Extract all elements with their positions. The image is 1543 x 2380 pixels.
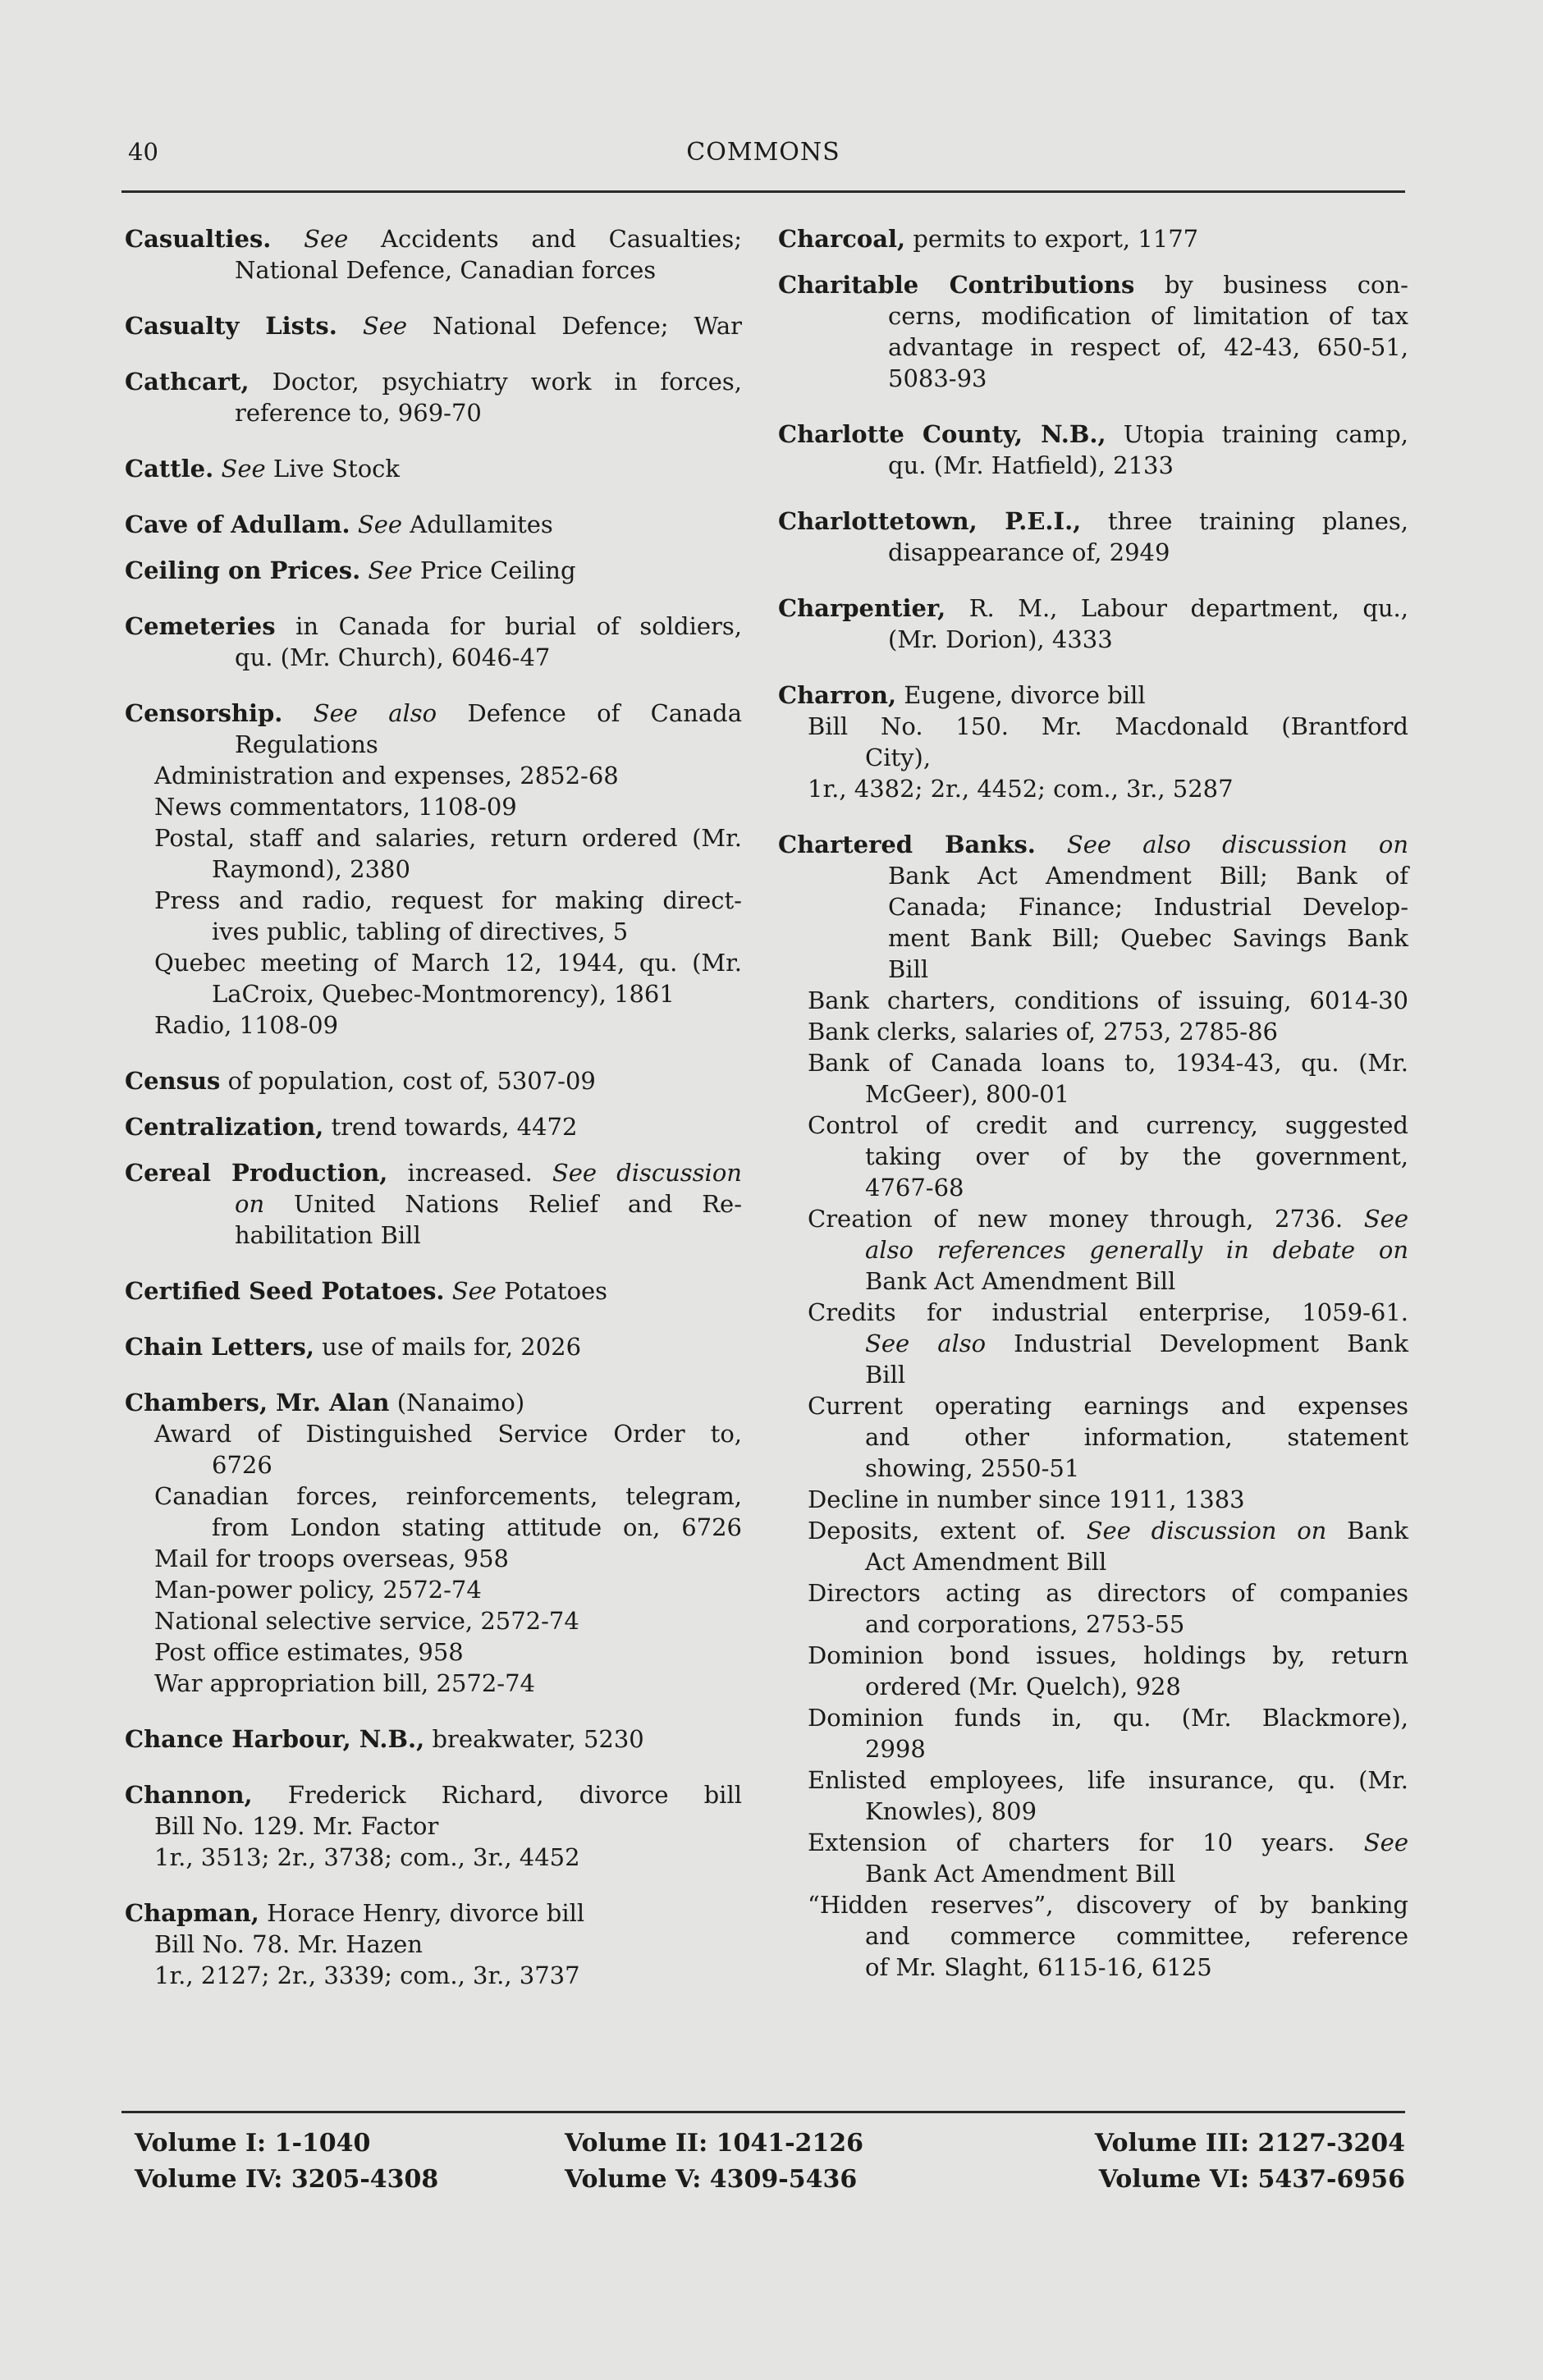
index-entry: [125, 509, 742, 540]
entry-line: [125, 397, 742, 428]
headword: Charitable Contributions: [778, 271, 1135, 299]
italic-reference: See: [1363, 1205, 1408, 1233]
volume-range: Volume V: 4309-5436: [565, 2165, 858, 2194]
entry-line: [778, 1484, 1408, 1515]
footer-rule: [121, 2111, 1405, 2113]
entry-line: [778, 1577, 1408, 1609]
entry-line: [778, 450, 1408, 481]
index-entry: [125, 611, 742, 673]
entry-line: [778, 300, 1408, 332]
entry-line: [778, 1266, 1408, 1297]
entry-line: [778, 1546, 1408, 1577]
entry-line: [125, 1574, 742, 1605]
entry-text: Bill No. 150. Mr. Macdonald (Brantford: [808, 712, 1408, 740]
running-head: COMMONS: [686, 138, 840, 167]
entry-text: Extension of charters for 10 years.: [808, 1828, 1364, 1856]
entry-heading-line: [125, 555, 742, 586]
entry-text: 6726: [212, 1451, 272, 1479]
entry-line: [125, 822, 742, 854]
index-entry: [125, 1387, 742, 1699]
entry-line: [125, 1810, 742, 1842]
headword: Cemeteries: [125, 612, 276, 640]
entry-line: [778, 1796, 1408, 1827]
entry-line: [125, 1481, 742, 1512]
entry-heading-line: [125, 1723, 742, 1755]
entry-line: [778, 1078, 1408, 1110]
entry-text: [445, 1277, 452, 1305]
entry-text: cerns, modification of limitation of tax: [888, 302, 1408, 330]
entry-text: taking over of by the government,: [865, 1142, 1408, 1170]
entry-heading-line: [125, 310, 742, 341]
entry-heading-line: [125, 1331, 742, 1362]
footer-col-3: [1095, 2126, 1405, 2198]
entry-line: [125, 729, 742, 760]
entry-text: “Hidden reserves”, discovery of by banking: [808, 1891, 1408, 1919]
entry-text: Bill: [865, 1361, 906, 1389]
entry-heading-line: [125, 1387, 742, 1418]
entry-text: Bank charters, conditions of issuing, 6014-30: [808, 986, 1408, 1014]
entry-text: City),: [865, 744, 932, 771]
entry-text: ives public, tabling of directives, 5: [212, 918, 629, 945]
header-rule: [121, 190, 1405, 193]
footer-col-1: [135, 2126, 438, 2198]
entry-line: [778, 1952, 1408, 1983]
index-entry: [778, 269, 1408, 394]
entry-line: [778, 1203, 1408, 1234]
entry-line: [125, 791, 742, 822]
headword: Certified Seed Potatoes.: [125, 1277, 445, 1305]
headword: Chance Harbour, N.B.,: [125, 1725, 425, 1753]
entry-line: [125, 1636, 742, 1668]
index-entry: [125, 555, 742, 586]
entry-line: [778, 1764, 1408, 1796]
entry-heading-line: [125, 1275, 742, 1307]
entry-text: Press and radio, request for making direct-: [154, 886, 742, 914]
entry-line: [125, 1449, 742, 1481]
entry-text: Bank clerks, salaries of, 2753, 2785-86: [808, 1018, 1278, 1046]
entry-line: [125, 1929, 742, 1960]
entry-line: [125, 978, 742, 1009]
entry-text: Price Ceiling: [412, 556, 576, 584]
entry-line: [125, 1512, 742, 1543]
entry-heading-line: [778, 593, 1408, 624]
entry-text: Accidents and Casualties;: [348, 225, 742, 253]
entry-line: [778, 1297, 1408, 1328]
entry-line: [778, 1453, 1408, 1484]
entry-text: 4767-68: [865, 1174, 964, 1201]
entry-heading-line: [778, 223, 1408, 254]
entry-line: [778, 985, 1408, 1016]
entry-text: 1r., 4382; 2r., 4452; com., 3r., 5287: [808, 775, 1234, 803]
index-entry: [125, 1157, 742, 1251]
entry-line: [778, 1920, 1408, 1952]
entry-line: [778, 1141, 1408, 1172]
page-header: [121, 138, 1405, 179]
entry-line: [778, 1047, 1408, 1078]
entry-heading-line: [125, 223, 742, 254]
entry-text: Bank Act Amendment Bill: [865, 1267, 1176, 1295]
entry-text: Control of credit and currency, suggested: [808, 1111, 1408, 1139]
index-entry: [778, 506, 1408, 568]
entry-text: [271, 225, 304, 253]
entry-line: [125, 642, 742, 673]
entry-line: [125, 1220, 742, 1251]
entry-text: Award of Distinguished Service Order to,: [154, 1420, 742, 1448]
entry-text: 1r., 2127; 2r., 3339; com., 3r., 3737: [154, 1961, 580, 1989]
entry-line: [125, 1418, 742, 1449]
entry-text: Doctor, psychiatry work in forces,: [249, 368, 742, 396]
index-entry: [778, 829, 1408, 1983]
left-column: [125, 223, 742, 2016]
headword: Chain Letters,: [125, 1333, 314, 1361]
entry-text: [282, 699, 313, 727]
entry-text: in Canada for burial of soldiers,: [275, 612, 742, 640]
headword: Casualty Lists.: [125, 312, 337, 340]
entry-text: Quebec meeting of March 12, 1944, qu. (Mr.: [154, 949, 742, 977]
entry-line: [778, 711, 1408, 742]
italic-reference: See: [357, 510, 403, 538]
entry-heading-line: [125, 1065, 742, 1096]
entry-line: [125, 1842, 742, 1873]
entry-text: Directors acting as directors of companies: [808, 1579, 1408, 1607]
headword: Censorship.: [125, 699, 283, 727]
index-entry: [125, 1723, 742, 1755]
entry-line: [778, 363, 1408, 394]
headword: Chambers, Mr. Alan: [125, 1389, 390, 1417]
index-entry: [125, 1065, 742, 1096]
entry-text: United Nations Relief and Re-: [264, 1190, 742, 1218]
entry-text: ment Bank Bill; Quebec Savings Bank: [888, 924, 1408, 952]
entry-text: Canada; Finance; Industrial Develop-: [888, 893, 1408, 921]
headword: Cereal Production,: [125, 1159, 388, 1187]
entry-text: Administration and expenses, 2852-68: [154, 762, 619, 790]
entry-line: [778, 860, 1408, 891]
entry-text: Defence of Canada: [437, 699, 742, 727]
entry-text: Mail for troops overseas, 958: [154, 1545, 509, 1572]
entry-text: Current operating earnings and expenses: [808, 1392, 1408, 1420]
entry-text: Bill No. 78. Mr. Hazen: [154, 1930, 423, 1958]
entry-text: three training planes,: [1081, 507, 1408, 535]
entry-line: [778, 1515, 1408, 1546]
entry-text: Live Stock: [265, 455, 400, 483]
headword: Channon,: [125, 1781, 253, 1809]
footer-col-2: [565, 2126, 863, 2198]
entry-heading-line: [125, 698, 742, 729]
entry-line: [125, 947, 742, 978]
italic-reference: See: [368, 556, 413, 584]
index-entry: [125, 310, 742, 341]
entry-line: [778, 1889, 1408, 1920]
page-number: 40: [128, 138, 158, 166]
entry-text: qu. (Mr. Hatfield), 2133: [888, 451, 1174, 479]
entry-line: [125, 1009, 742, 1041]
entry-text: Dominion bond issues, holdings by, return: [808, 1641, 1408, 1669]
index-entry: [125, 453, 742, 484]
entry-line: [778, 1827, 1408, 1858]
entry-text: (Nanaimo): [389, 1389, 525, 1417]
entry-line: [778, 1359, 1408, 1390]
entry-text: and commerce committee, reference: [865, 1922, 1408, 1950]
entry-heading-line: [125, 1111, 742, 1142]
entry-text: permits to export, 1177: [905, 225, 1199, 253]
entry-text: from London stating attitude on, 6726: [212, 1513, 742, 1541]
entry-text: qu. (Mr. Church), 6046-47: [235, 643, 551, 671]
entry-line: [125, 1668, 742, 1699]
entry-heading-line: [778, 506, 1408, 537]
headword: Ceiling on Prices.: [125, 556, 361, 584]
italic-reference: See discussion: [552, 1159, 742, 1187]
entry-text: [1036, 831, 1067, 858]
entry-line: [778, 624, 1408, 655]
entry-text: reference to, 969-70: [235, 399, 482, 427]
entry-text: increased.: [387, 1159, 552, 1187]
entry-text: habilitation Bill: [235, 1221, 421, 1249]
entry-text: showing, 2550-51: [865, 1454, 1080, 1482]
entry-line: [778, 891, 1408, 922]
entry-text: by business con-: [1134, 271, 1408, 299]
index-entry: [125, 223, 742, 286]
headword: Cave of Adullam.: [125, 510, 350, 538]
entry-text: trend towards, 4472: [323, 1113, 578, 1141]
entry-line: [778, 1733, 1408, 1764]
entry-text: Bank Act Amendment Bill; Bank of: [888, 862, 1408, 890]
entry-text: of Mr. Slaght, 6115-16, 6125: [865, 1953, 1212, 1981]
entry-text: Adullamites: [402, 510, 553, 538]
entry-heading-line: [125, 366, 742, 397]
index-entry: [778, 223, 1408, 254]
entry-line: [125, 1605, 742, 1636]
entry-heading-line: [125, 611, 742, 642]
entry-line: [778, 1702, 1408, 1733]
index-entry: [125, 1111, 742, 1142]
index-entry: [125, 1897, 742, 1991]
entry-line: [778, 1609, 1408, 1640]
italic-reference: See: [362, 312, 408, 340]
entry-text: Raymond), 2380: [212, 855, 410, 883]
entry-text: Bank Act Amendment Bill: [865, 1860, 1176, 1888]
entry-text: use of mails for, 2026: [314, 1333, 582, 1361]
italic-reference: on: [235, 1190, 265, 1218]
entry-text: of population, cost of, 5307-09: [220, 1067, 596, 1095]
entry-text: Knowles), 809: [865, 1797, 1037, 1825]
entry-heading-line: [125, 509, 742, 540]
entry-line: [778, 1110, 1408, 1141]
entry-text: Horace Henry, divorce bill: [259, 1899, 585, 1927]
volume-range: Volume III: 2127-3204: [1094, 2129, 1405, 2158]
entry-heading-line: [778, 419, 1408, 450]
index-entry: [125, 366, 742, 428]
entry-heading-line: [125, 1897, 742, 1929]
volume-range: Volume VI: 5437-6956: [1098, 2165, 1405, 2194]
headword: Charlottetown, P.E.I.,: [778, 507, 1082, 535]
entry-line: [778, 1328, 1408, 1359]
italic-reference: See: [304, 225, 349, 253]
entry-text: Frederick Richard, divorce bill: [252, 1781, 742, 1809]
entry-heading-line: [125, 453, 742, 484]
volume-range: Volume IV: 3205-4308: [135, 2165, 439, 2194]
volume-range: Volume I: 1-1040: [135, 2129, 371, 2158]
entry-heading-line: [125, 1779, 742, 1810]
entry-line: [778, 954, 1408, 985]
italic-reference: See also: [865, 1330, 987, 1357]
headword: Cattle.: [125, 455, 214, 483]
entry-text: Bank of Canada loans to, 1934-43, qu. (Mr.: [808, 1049, 1408, 1077]
entry-text: McGeer), 800-01: [865, 1080, 1070, 1108]
entry-text: R. M., Labour department, qu.,: [945, 594, 1408, 622]
headword: Charpentier,: [778, 594, 946, 622]
entry-text: Dominion funds in, qu. (Mr. Blackmore),: [808, 1704, 1408, 1732]
index-entry: [778, 680, 1408, 804]
entry-text: Regulations: [235, 730, 378, 758]
entry-line: [778, 537, 1408, 568]
entry-text: Creation of new money through, 2736.: [808, 1205, 1364, 1233]
entry-text: Utopia training camp,: [1106, 420, 1408, 448]
headword: Charlotte County, N.B.,: [778, 420, 1106, 448]
entry-text: National Defence; War: [407, 312, 742, 340]
index-entry: [125, 698, 742, 1041]
entry-text: [350, 510, 358, 538]
entry-line: [125, 854, 742, 885]
entry-line: [125, 1188, 742, 1220]
headword: Chapman,: [125, 1899, 259, 1927]
index-entry: [125, 1275, 742, 1307]
entry-text: and corporations, 2753-55: [865, 1610, 1185, 1638]
right-column: [778, 223, 1408, 2007]
entry-text: Act Amendment Bill: [865, 1548, 1107, 1576]
entry-text: (Mr. Dorion), 4333: [888, 625, 1113, 653]
headword: Chartered Banks.: [778, 831, 1036, 858]
entry-line: [125, 254, 742, 286]
italic-reference: See: [451, 1277, 497, 1305]
entry-text: advantage in respect of, 42-43, 650-51,: [888, 333, 1408, 361]
entry-line: [778, 1390, 1408, 1421]
index-entry: [125, 1779, 742, 1873]
entry-text: Canadian forces, reinforcements, telegram,: [154, 1482, 742, 1510]
entry-text: War appropriation bill, 2572-74: [154, 1669, 535, 1697]
entry-text: [337, 312, 363, 340]
entry-heading-line: [778, 680, 1408, 711]
entry-text: Bill: [888, 955, 929, 983]
entry-line: [778, 1671, 1408, 1702]
italic-reference: See: [1363, 1828, 1408, 1856]
entry-heading-line: [125, 1157, 742, 1188]
entry-line: [125, 1960, 742, 1991]
entry-line: [125, 885, 742, 916]
headword: Census: [125, 1067, 221, 1095]
headword: Charron,: [778, 681, 897, 709]
entry-line: [778, 742, 1408, 773]
italic-reference: See: [221, 455, 266, 483]
entry-line: [778, 1016, 1408, 1047]
italic-reference: also references generally in debate on: [865, 1236, 1408, 1264]
entry-text: 2998: [865, 1735, 926, 1763]
headword: Centralization,: [125, 1113, 324, 1141]
entry-text: Eugene, divorce bill: [896, 681, 1146, 709]
entry-line: [778, 1421, 1408, 1453]
entry-line: [778, 1858, 1408, 1889]
entry-text: Deposits, extent of.: [808, 1517, 1087, 1545]
italic-reference: See discussion on: [1086, 1517, 1327, 1545]
italic-reference: See also discussion on: [1066, 831, 1408, 858]
volume-range: Volume II: 1041-2126: [565, 2129, 864, 2158]
entry-line: [778, 922, 1408, 954]
headword: Casualties.: [125, 225, 272, 253]
entry-text: National Defence, Canadian forces: [235, 256, 657, 284]
entry-line: [778, 1640, 1408, 1671]
entry-heading-line: [778, 829, 1408, 860]
entry-line: [778, 773, 1408, 804]
entry-text: breakwater, 5230: [424, 1725, 644, 1753]
entry-line: [125, 1543, 742, 1574]
entry-text: Man-power policy, 2572-74: [154, 1576, 482, 1604]
entry-line: [778, 1172, 1408, 1203]
entry-text: LaCroix, Quebec-Montmorency), 1861: [212, 980, 675, 1008]
entry-text: News commentators, 1108-09: [154, 793, 517, 821]
entry-text: Postal, staff and salaries, return ordered (Mr.: [154, 824, 742, 852]
entry-line: [125, 916, 742, 947]
entry-text: Enlisted employees, life insurance, qu. (Mr.: [808, 1766, 1408, 1794]
entry-text: Bank: [1326, 1517, 1408, 1545]
index-entry: [778, 419, 1408, 481]
entry-text: Decline in number since 1911, 1383: [808, 1485, 1245, 1513]
entry-text: 5083-93: [888, 364, 987, 392]
entry-text: 1r., 3513; 2r., 3738; com., 3r., 4452: [154, 1843, 580, 1871]
entry-text: and other information, statement: [865, 1423, 1408, 1451]
entry-text: Radio, 1108-09: [154, 1011, 339, 1039]
headword: Charcoal,: [778, 225, 906, 253]
entry-heading-line: [778, 269, 1408, 300]
index-entry: [778, 593, 1408, 655]
entry-text: Bill No. 129. Mr. Factor: [154, 1812, 439, 1840]
entry-text: Credits for industrial enterprise, 1059-61.: [808, 1298, 1408, 1326]
entry-line: [778, 1234, 1408, 1266]
entry-line: [778, 332, 1408, 363]
entry-text: Post office estimates, 958: [154, 1638, 464, 1666]
italic-reference: See also: [313, 699, 437, 727]
entry-line: [125, 760, 742, 791]
entry-text: Industrial Development Bank: [986, 1330, 1408, 1357]
entry-text: National selective service, 2572-74: [154, 1607, 579, 1635]
index-entry: [125, 1331, 742, 1362]
entry-text: Potatoes: [496, 1277, 608, 1305]
entry-text: disappearance of, 2949: [888, 538, 1170, 566]
headword: Cathcart,: [125, 368, 250, 396]
entry-text: ordered (Mr. Quelch), 928: [865, 1673, 1181, 1700]
